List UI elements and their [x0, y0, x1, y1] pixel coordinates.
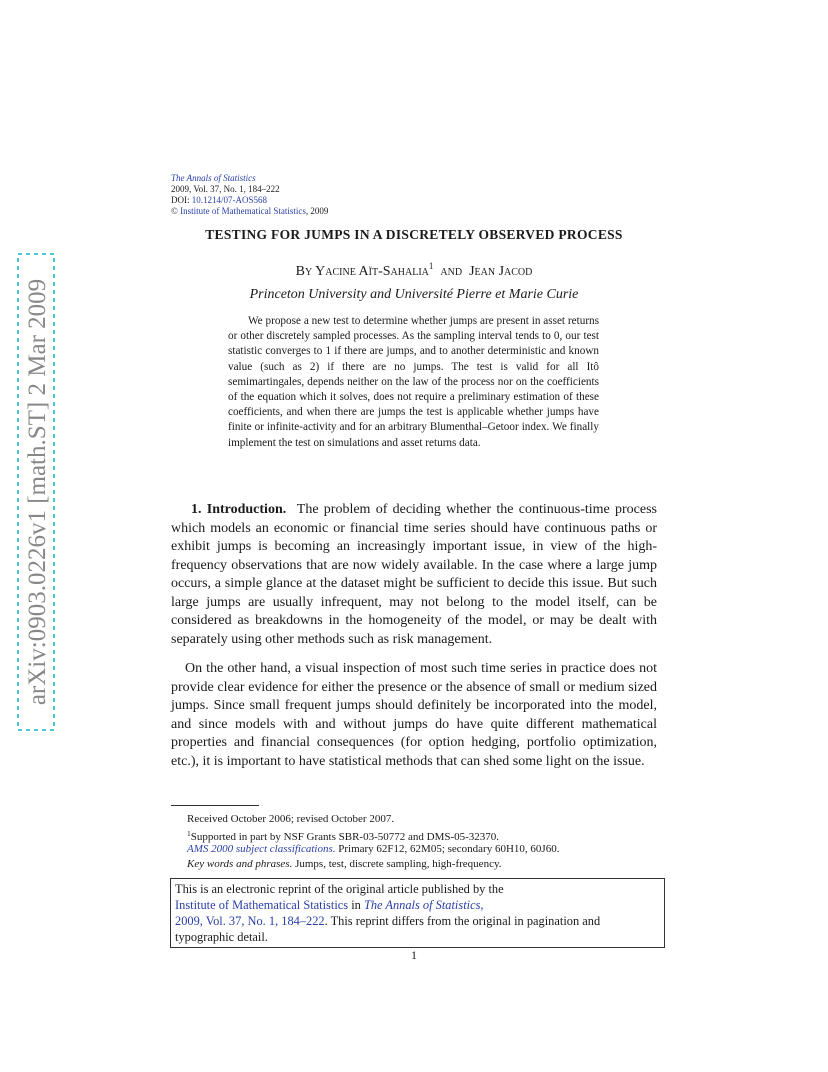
author-1: Yacine Aït-Sahalia — [315, 264, 429, 279]
volume-line: 2009, Vol. 37, No. 1, 184–222 — [171, 184, 280, 194]
publisher-link[interactable]: Institute of Mathematical Statistics — [180, 206, 306, 216]
support-note: $^1$Supported in part by NSF Grants SBR-03-50772 and DMS-05-32370. — [187, 829, 500, 843]
reprint-notice: This is an electronic reprint of the original article published by the Institute of Mathematical Statistics in The Annals of Statistics, 2009, Vol. 37, No. 1, 184–222. This reprint differs from the original in pagination and typographic detail. — [170, 878, 665, 948]
intro-paragraph — [171, 501, 657, 649]
stamp-text: arXiv:0903.0226v1 [math.ST] 2 Mar 2009 — [24, 278, 51, 706]
affiliation: Princeton University and Université Pierre et Marie Curie — [249, 287, 579, 302]
keywords: Key words and phrases. Jumps, test, discrete sampling, high-frequency. — [187, 858, 502, 870]
second-paragraph: On the other hand, a visual inspection of most such time series in practice does not provide clear evidence for either the presence or the absence of small or medium sized jumps. Since small frequent jumps should definitely be incorporated into the model, and since models with and without jumps do have quite different mathematical properties and financial consequences (for option hedging, portfolio optimization, etc.), it is important to have statistical methods that can shed some light on the issue. — [171, 661, 657, 769]
journal-name-link[interactable]: The Annals of Statistics — [363, 898, 481, 912]
paper-title: TESTING FOR JUMPS IN A DISCRETELY OBSERVED PROCESS — [205, 227, 623, 242]
copyright-icon: © — [171, 206, 178, 216]
received-note: Received October 2006; revised October 2007. — [187, 813, 395, 825]
section-heading: 1. Introduction. — [191, 502, 287, 517]
abstract: We propose a new test to determine whether jumps are present in asset returns or other discretely sampled processes. As the sampling interval tends to 0, our test statistic converges to 1 if there are jumps, and to another deterministic and known value (such as 2) if there are no jumps. The test is valid for all Itô semimartingales, depends neither on the law of the process nor on the coefficients of the equation which it solves, does not require a preliminary estimation of these coefficients, and when there are jumps the test is applicable whether jumps have finite or infinite-activity and for an arbitrary Blumenthal–Getoor index. We finally implement the test on simulations and asset returns data. — [228, 315, 599, 449]
author-line: By Yacine Aït-Sahalia$^1$ and Jean Jacod — [295, 261, 533, 279]
ams-classification: AMS 2000 subject classifications. Primary 62F12, 62M05; secondary 60H10, 60J60. — [187, 843, 560, 855]
footnote-mark: 1 — [428, 261, 434, 271]
ams-link[interactable]: AMS 2000 subject classifications. — [187, 843, 336, 855]
copyright-line: © Institute of Mathematical Statistics, 2009 — [171, 206, 329, 216]
arxiv-stamp — [16, 252, 56, 732]
volume-link[interactable]: 2009, Vol. 37, No. 1, 184–222 — [175, 914, 325, 928]
doi-link[interactable]: 10.1214/07-AOS568 — [191, 195, 268, 205]
journal-header — [171, 173, 328, 217]
page-number: 1 — [411, 948, 417, 962]
footnote-rule — [171, 805, 259, 806]
author-2: Jean Jacod — [469, 264, 533, 279]
ims-link[interactable]: Institute of Mathematical Statistics — [175, 898, 349, 912]
journal-link[interactable]: The Annals of Statistics — [171, 173, 256, 183]
doi-line: DOI: 10.1214/07-AOS568 — [171, 195, 268, 205]
intro-text: The problem of deciding whether the continuous-time process which models an economic or financial time series should have continuous paths or exhibit jumps is becoming an increasingly important issue, in view of the high-frequency observations that are now widely available. In the case where a large jump occurs, a simple glance at the dataset might be sufficient to decide this issue. But such large jumps are usually infrequent, may not belong to the model itself, can be considered as breakdowns in the homogeneity of the model, or may be dealt with separately using other methods such as risk management. — [171, 502, 658, 647]
